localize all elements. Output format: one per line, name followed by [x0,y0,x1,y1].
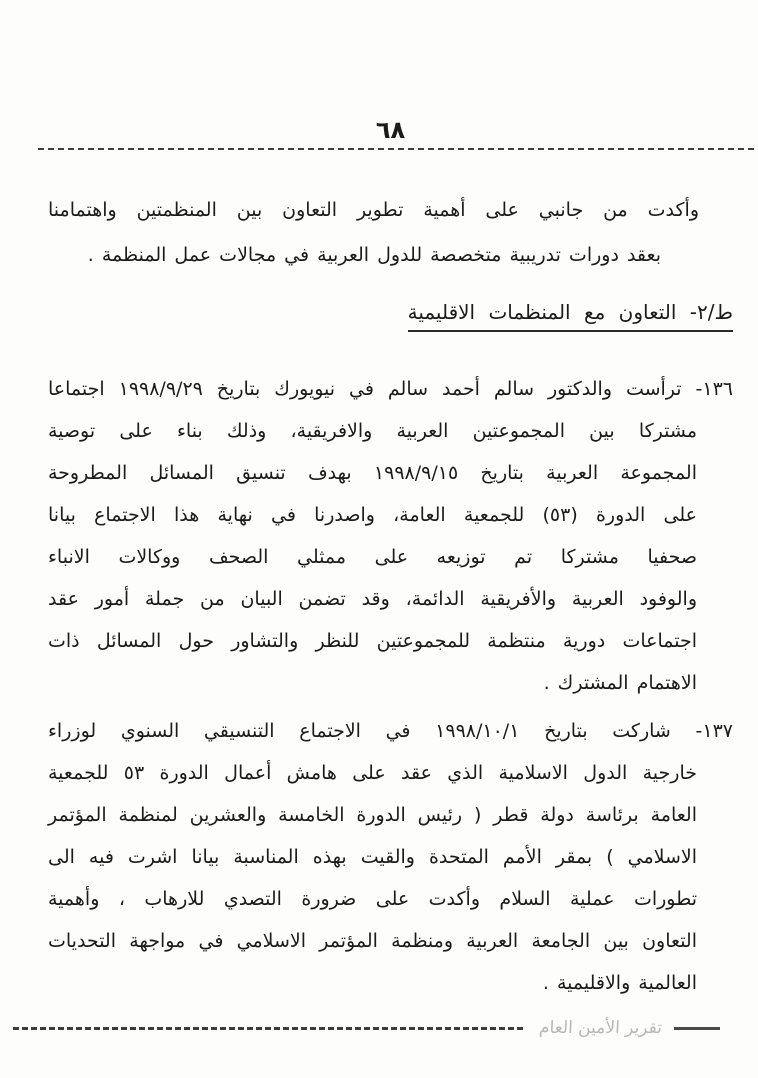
footer-watermark: تقرير الأمين العام [538,1018,663,1038]
paragraph-line: العالمية والاقليمية . [542,972,697,994]
footer-dash [674,1027,720,1030]
footer-divider [13,1027,523,1030]
paragraph-line: اجتماعات دورية منتظمة للمجموعتين للنظر والتشاور حول المسائل ذات [48,630,697,652]
page-number: ٦٨ [375,116,406,144]
paragraph-line: والوفود العربية والأفريقية الدائمة، وقد تضمن البيان من جملة أمور عقد [48,588,697,610]
paragraph-line: بعقد دورات تدريبية متخصصة للدول العربية في مجالات عمل المنظمة . [87,244,661,266]
paragraph-line: ١٣٧- شاركت بتاريخ ١٩٩٨/١٠/١ في الاجتماع التنسيقي السنوي لوزراء [48,720,733,742]
paragraph-line: العامة برئاسة دولة قطر ( رئيس الدورة الخامسة والعشرين لمنظمة المؤتمر [48,804,697,826]
paragraph-line: مشتركا بين المجموعتين العربية والافريقية، وذلك بناء على توصية [48,420,697,442]
section-heading-row [48,300,733,336]
section-heading: ط/٢- التعاون مع المنظمات الاقليمية [408,300,733,332]
paragraph-line: المجموعة العربية بتاريخ ١٩٩٨/٩/١٥ بهدف تنسيق المسائل المطروحة [48,462,697,484]
numbered-paragraph-136 [48,368,733,704]
top-divider [38,148,754,150]
paragraph-line: صحفيا مشتركا تم توزيعه على ممثلي الصحف ووكالات الانباء [48,546,697,568]
paragraph-line: خارجية الدول الاسلامية الذي عقد على هامش أعمال الدورة ٥٣ للجمعية [48,762,697,784]
paragraph-line: ١٣٦- ترأست والدكتور سالم أحمد سالم في نيويورك بتاريخ ١٩٩٨/٩/٢٩ اجتماعا [48,378,733,400]
paragraph-line: الاسلامي ) بمقر الأمم المتحدة والقيت بهذه المناسبة بيانا اشرت فيه الى [48,846,697,868]
paragraph-line: على الدورة (٥٣) للجمعية العامة، واصدرنا في نهاية هذا الاجتماع بيانا [48,504,697,526]
paragraph-line: وأكدت من جانبي على أهمية تطوير التعاون بين المنظمتين واهتمامنا [48,199,699,221]
numbered-paragraph-137 [48,710,733,1004]
paragraph-line: الاهتمام المشترك . [543,672,697,694]
paragraph-line: تطورات عملية السلام وأكدت على ضرورة التصدي للارهاب ، وأهمية [48,888,697,910]
footer [13,1018,720,1038]
paragraph-line: التعاون بين الجامعة العربية ومنظمة المؤتمر الاسلامي في مواجهة التحديات [48,930,697,952]
intro-paragraph [48,188,733,278]
